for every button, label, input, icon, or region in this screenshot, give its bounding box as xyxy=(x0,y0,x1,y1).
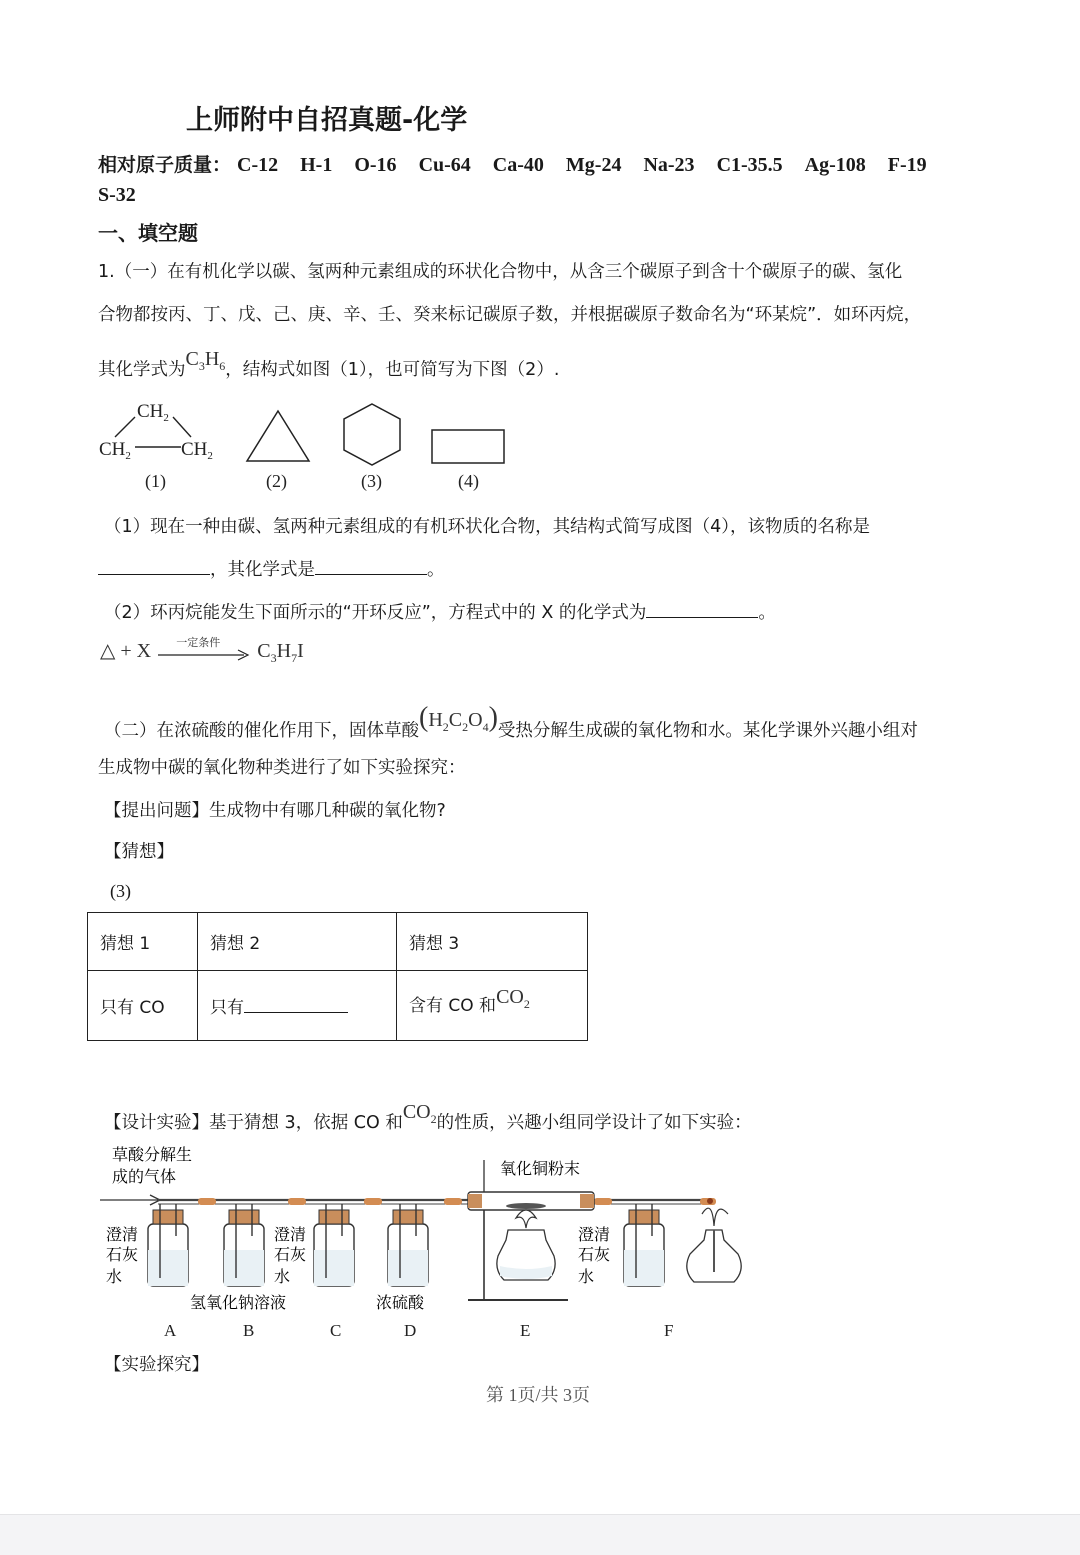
part2-line1-post: 受热分解生成碳的氧化物和水。某化学课外兴趣小组对 xyxy=(497,721,918,741)
mass-item: Ag-108 xyxy=(804,154,866,176)
letter-a: A xyxy=(164,1321,177,1340)
equation-product: $C_3H_7I$ xyxy=(257,640,304,665)
hexagon-shape xyxy=(344,404,400,465)
cuo-label: 氧化铜粉末 xyxy=(500,1159,581,1178)
guess-cell-3 xyxy=(397,971,588,1041)
arrow-icon xyxy=(156,642,252,664)
letter-f: F xyxy=(664,1321,674,1340)
mass-item: Ca-40 xyxy=(492,154,544,176)
letter-d: D xyxy=(404,1321,417,1340)
limewater-label-a-3: 水 xyxy=(106,1267,123,1286)
design-post: 的性质，兴趣小组同学设计了如下实验： xyxy=(436,1113,752,1133)
mass-item: Na-23 xyxy=(643,154,695,176)
limewater-label-f-3: 水 xyxy=(578,1267,595,1286)
q1-line2: 合物都按丙、丁、戊、己、庚、辛、壬、癸来标记碳原子数，并根据碳原子数命名为“环某烷”．如环丙烷， xyxy=(98,305,922,325)
sub1-line1: （1）现在一种由碳、氢两种元素组成的有机环状化合物，其结构式简写成图（4），该物质的名称是 xyxy=(104,517,871,537)
end-burner xyxy=(687,1198,741,1282)
ch2-left-label: $CH_2$ xyxy=(99,439,131,462)
guess-cell-1: 只有 CO xyxy=(88,971,198,1041)
q1-line3-pre: 其化学式为 xyxy=(98,360,186,380)
atomic-masses-label: 相对原子质量： xyxy=(98,154,232,176)
design-pre: 【设计实验】基于猜想 3，依据 CO 和 xyxy=(104,1113,403,1133)
guess-number: (3) xyxy=(110,881,131,901)
design-line xyxy=(104,1101,752,1137)
reaction-equation xyxy=(100,635,304,666)
page-footer: 第 1页/共 3页 xyxy=(486,1385,591,1405)
cyclopropane-structural-formula xyxy=(99,401,213,462)
caption-2: (2) xyxy=(266,471,287,491)
part2-line1 xyxy=(104,702,918,745)
formula-co2-design: $CO_2$ xyxy=(402,1101,437,1126)
mass-item: S-32 xyxy=(98,184,136,206)
mass-item: Mg-24 xyxy=(565,154,622,176)
gas-label-line2: 成的气体 xyxy=(112,1167,177,1186)
q1-line3-post: ，结构式如图（1），也可简写为下图（2）. xyxy=(225,360,560,380)
guess-cell-2 xyxy=(198,971,397,1041)
mass-item: Cu-64 xyxy=(418,154,471,176)
answer-blank-x[interactable] xyxy=(646,601,758,618)
mass-item: H-1 xyxy=(300,154,333,176)
guess-heading: 【猜想】 xyxy=(104,842,174,862)
triangle-shape xyxy=(247,411,309,461)
sub1-line2-end: 。 xyxy=(427,560,445,580)
limewater-label-a-1: 澄清 xyxy=(106,1225,139,1244)
guess-cell-2-text: 只有 xyxy=(210,998,244,1018)
formula-co2: $CO_2$ xyxy=(496,986,530,1011)
combustion-tube-e xyxy=(468,1160,594,1300)
section-heading: 一、填空题 xyxy=(98,221,198,245)
equation-left: △ + X xyxy=(100,640,152,662)
page-title: 上师附中自招真题-化学 xyxy=(186,105,468,136)
naoh-label: 氢氧化钠溶液 xyxy=(190,1293,287,1312)
rectangle-shape xyxy=(432,430,504,463)
experiment-apparatus-diagram xyxy=(96,1140,756,1350)
limewater-label-c-3: 水 xyxy=(274,1267,291,1286)
part2-line1-pre: （二）在浓硫酸的催化作用下，固体草酸 xyxy=(104,721,419,741)
atomic-masses xyxy=(98,150,927,177)
answer-blank-guess2[interactable] xyxy=(244,996,348,1013)
limewater-label-f-2: 石灰 xyxy=(578,1245,611,1264)
letter-c: C xyxy=(330,1321,342,1340)
part2-line2: 生成物中碳的氧化物种类进行了如下实验探究： xyxy=(98,758,466,778)
limewater-label-c-2: 石灰 xyxy=(274,1245,307,1264)
limewater-label-f-1: 澄清 xyxy=(578,1225,611,1244)
bottle-b xyxy=(224,1204,264,1286)
formula-c3h6: $C_3H_6$ xyxy=(185,348,226,373)
rubber-joint xyxy=(364,1198,382,1205)
mass-item: O-16 xyxy=(354,154,397,176)
limewater-label-a-2: 石灰 xyxy=(106,1245,139,1264)
rubber-joint xyxy=(198,1198,216,1205)
q1-line3 xyxy=(98,348,560,384)
guess-cell-3-text: 含有 CO 和 xyxy=(409,996,497,1016)
mass-item: C-12 xyxy=(237,154,279,176)
guess-header-3: 猜想 3 xyxy=(397,913,588,971)
bottle-f xyxy=(624,1204,664,1286)
caption-1: (1) xyxy=(145,471,166,491)
explore-heading: 【实验探究】 xyxy=(104,1355,209,1375)
ch2-right-label: $CH_2$ xyxy=(181,439,213,462)
rubber-joint xyxy=(288,1198,306,1205)
bottle-a xyxy=(148,1204,188,1286)
answer-blank-name[interactable] xyxy=(98,558,210,575)
rubber-joint xyxy=(594,1198,612,1205)
ch2-top-label: $CH_2$ xyxy=(137,401,169,424)
viewer-bottom-bar xyxy=(0,1514,1080,1555)
answer-blank-formula[interactable] xyxy=(315,558,427,575)
sub1-line2-mid: ，其化学式是 xyxy=(210,560,315,580)
reaction-condition: 一定条件 xyxy=(176,635,221,649)
caption-4: (4) xyxy=(458,471,479,491)
letter-b: B xyxy=(243,1321,255,1340)
reaction-arrow xyxy=(156,635,252,664)
question-raise: 【提出问题】生成物中有哪几种碳的氧化物? xyxy=(104,801,446,821)
rubber-joint xyxy=(444,1198,462,1205)
sub2-line xyxy=(104,599,776,624)
sub2-text: （2）环丙烷能发生下面所示的“开环反应”，方程式中的 X 的化学式为 xyxy=(104,603,647,623)
guess-header-1: 猜想 1 xyxy=(88,913,198,971)
caption-3: (3) xyxy=(361,471,382,491)
gas-label-line1: 草酸分解生 xyxy=(112,1145,193,1164)
h2so4-label: 浓硫酸 xyxy=(376,1293,425,1312)
guess-table xyxy=(87,912,588,1041)
limewater-label-c-1: 澄清 xyxy=(274,1225,307,1244)
guess-header-2: 猜想 2 xyxy=(198,913,397,971)
bottle-c xyxy=(314,1204,354,1286)
formula-h2c2o4: $(H_2C_2O_4)$ xyxy=(419,702,498,734)
mass-item: F-19 xyxy=(887,154,927,176)
sub2-end: 。 xyxy=(758,603,776,623)
letter-e: E xyxy=(520,1321,531,1340)
bottle-d xyxy=(388,1204,428,1286)
sub1-line2 xyxy=(98,556,445,581)
mass-item: C1-35.5 xyxy=(716,154,783,176)
ring-structures-figure xyxy=(95,395,535,495)
q1-line1: 1.（一）在有机化学以碳、氢两种元素组成的环状化合物中，从含三个碳原子到含十个碳原子的碳、氢化 xyxy=(98,262,903,282)
